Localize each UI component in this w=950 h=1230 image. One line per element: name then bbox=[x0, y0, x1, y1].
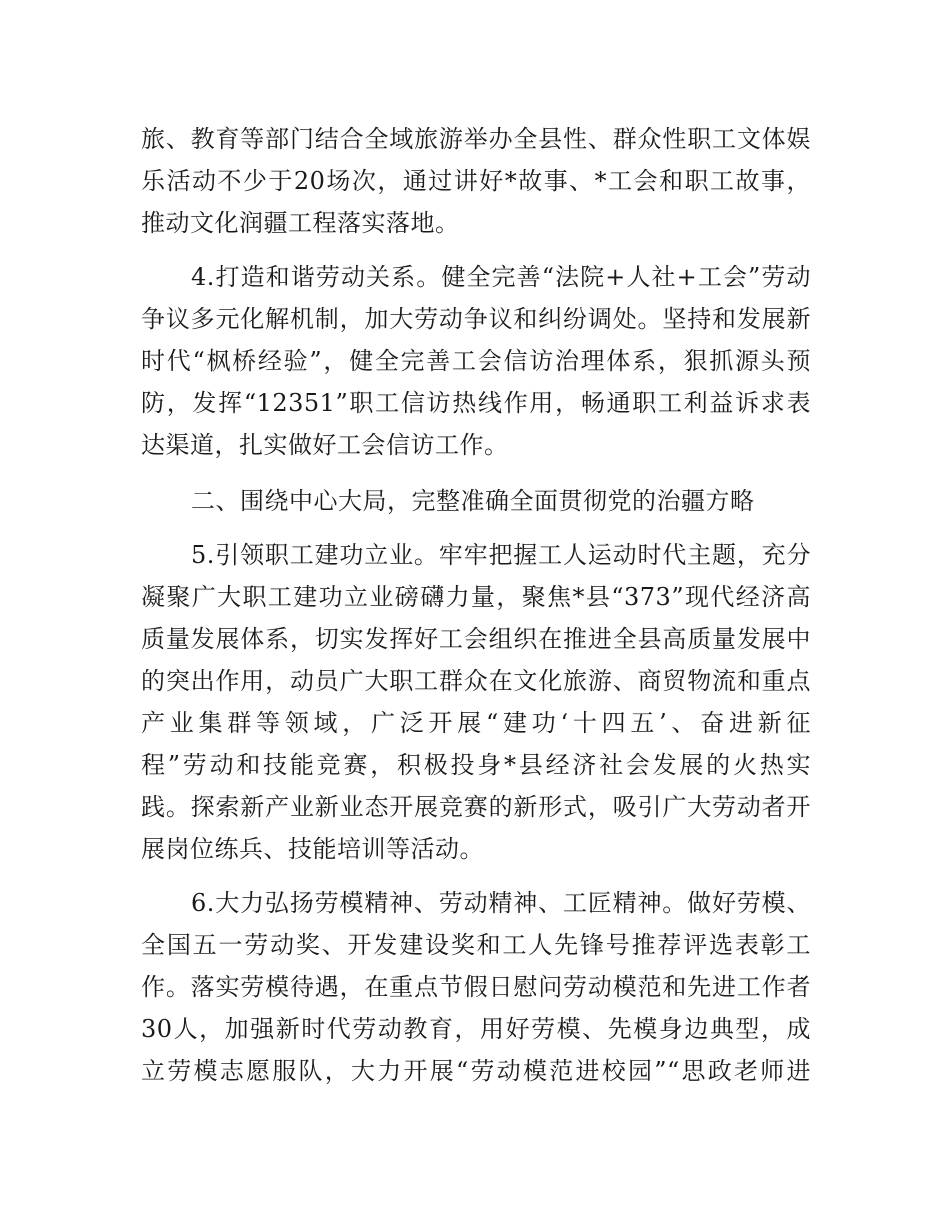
paragraph-1-line-2: 乐活动不少于20场次，通过讲好*故事、*工会和职工故事， bbox=[141, 167, 811, 195]
paragraph-2-line-3: 时代“枫桥经验”，健全完善工会信访治理体系，狠抓源头预 bbox=[141, 347, 811, 375]
paragraph-4-line-3: 作。落实劳模待遇，在重点节假日慰问劳动模范和先进工作者 bbox=[141, 973, 811, 1001]
paragraph-3-line-1: 5.引领职工建功立业。牢牢把握工人运动时代主题，充分 bbox=[191, 541, 811, 569]
paragraph-2-line-1: 4.打造和谐劳动关系。健全完善“法院+人社+工会”劳动 bbox=[191, 263, 811, 291]
paragraph-1-line-1: 旅、教育等部门结合全域旅游举办全县性、群众性职工文体娱 bbox=[141, 125, 811, 153]
paragraph-3-line-7: 践。探索新产业新业态开展竞赛的新形式，吸引广大劳动者开 bbox=[141, 793, 811, 821]
paragraph-2-line-5: 达渠道，扎实做好工会信访工作。 bbox=[141, 431, 509, 459]
paragraph-4-line-5: 立劳模志愿服队，大力开展“劳动模范进校园”“思政老师进 bbox=[141, 1057, 811, 1085]
paragraph-4-line-2: 全国五一劳动奖、开发建设奖和工人先锋号推荐评选表彰工 bbox=[141, 931, 811, 959]
paragraph-3-line-2: 凝聚广大职工建功立业磅礴力量，聚焦*县“373”现代经济高 bbox=[141, 583, 811, 611]
paragraph-2-line-4: 防，发挥“12351”职工信访热线作用，畅通职工利益诉求表 bbox=[141, 389, 811, 417]
paragraph-2-line-2: 争议多元化解机制，加大劳动争议和纠纷调处。坚持和发展新 bbox=[141, 305, 811, 333]
paragraph-4-line-4: 30人，加强新时代劳动教育，用好劳模、先模身边典型，成 bbox=[141, 1015, 811, 1043]
paragraph-3-line-8: 展岗位练兵、技能培训等活动。 bbox=[141, 835, 484, 863]
paragraph-3-line-6: 程”劳动和技能竞赛，积极投身*县经济社会发展的火热实 bbox=[141, 751, 811, 779]
paragraph-1-line-3: 推动文化润疆工程落实落地。 bbox=[141, 209, 460, 237]
paragraph-3-line-5: 产业集群等领域，广泛开展“建功‘十四五’、奋进新征 bbox=[141, 709, 811, 737]
section-heading: 二、围绕中心大局，完整准确全面贯彻党的治疆方略 bbox=[191, 487, 755, 515]
paragraph-3-line-4: 的突出作用，动员广大职工群众在文化旅游、商贸物流和重点 bbox=[141, 667, 811, 695]
paragraph-4-line-1: 6.大力弘扬劳模精神、劳动精神、工匠精神。做好劳模、 bbox=[191, 889, 811, 917]
paragraph-3-line-3: 质量发展体系，切实发挥好工会组织在推进全县高质量发展中 bbox=[141, 625, 811, 653]
